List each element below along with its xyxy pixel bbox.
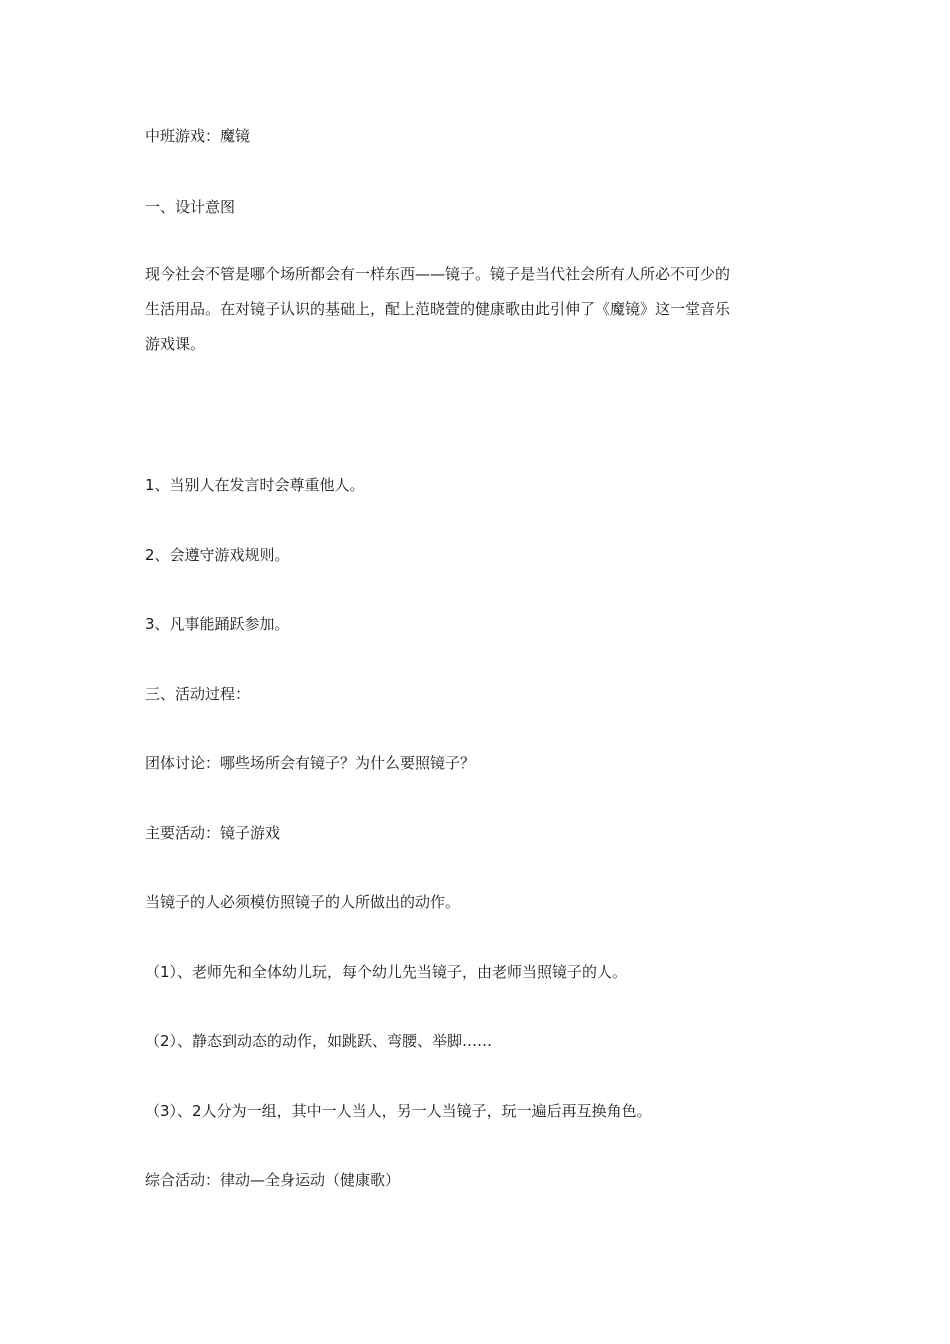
paragraph-line: 游戏课。 (145, 335, 206, 353)
paragraph-line: 生活用品。在对镜子认识的基础上，配上范晓萱的健康歌由此引伸了《魔镜》这一堂音乐 (145, 300, 731, 318)
goal-item: 2、会遵守游戏规则。 (145, 546, 290, 564)
step-item: （3）、2人分为一组，其中一人当人，另一人当镜子，玩一遍后再互换角色。 (145, 1102, 652, 1120)
goal-item: 1、当别人在发言时会尊重他人。 (145, 476, 365, 494)
design-intent-paragraph (145, 257, 805, 362)
step-item: （1）、老师先和全体幼儿玩，每个幼儿先当镜子，由老师当照镜子的人。 (145, 963, 628, 981)
game-rule: 当镜子的人必须模仿照镜子的人所做出的动作。 (145, 893, 461, 911)
group-discussion: 团体讨论：哪些场所会有镜子？为什么要照镜子？ (145, 754, 476, 772)
goal-item: 3、凡事能踊跃参加。 (145, 615, 290, 633)
paragraph-line: 现今社会不管是哪个场所都会有一样东西——镜子。镜子是当代社会所有人所必不可少的 (145, 265, 731, 283)
document-title: 中班游戏：魔镜 (145, 127, 251, 145)
step-item: （2）、静态到动态的动作，如跳跃、弯腰、举脚…… (145, 1032, 493, 1050)
main-activity: 主要活动：镜子游戏 (145, 824, 281, 842)
section-heading-design-intent: 一、设计意图 (145, 198, 236, 216)
section-heading-activity-process: 三、活动过程： (145, 685, 251, 703)
comprehensive-activity: 综合活动：律动—全身运动（健康歌） (145, 1171, 401, 1189)
